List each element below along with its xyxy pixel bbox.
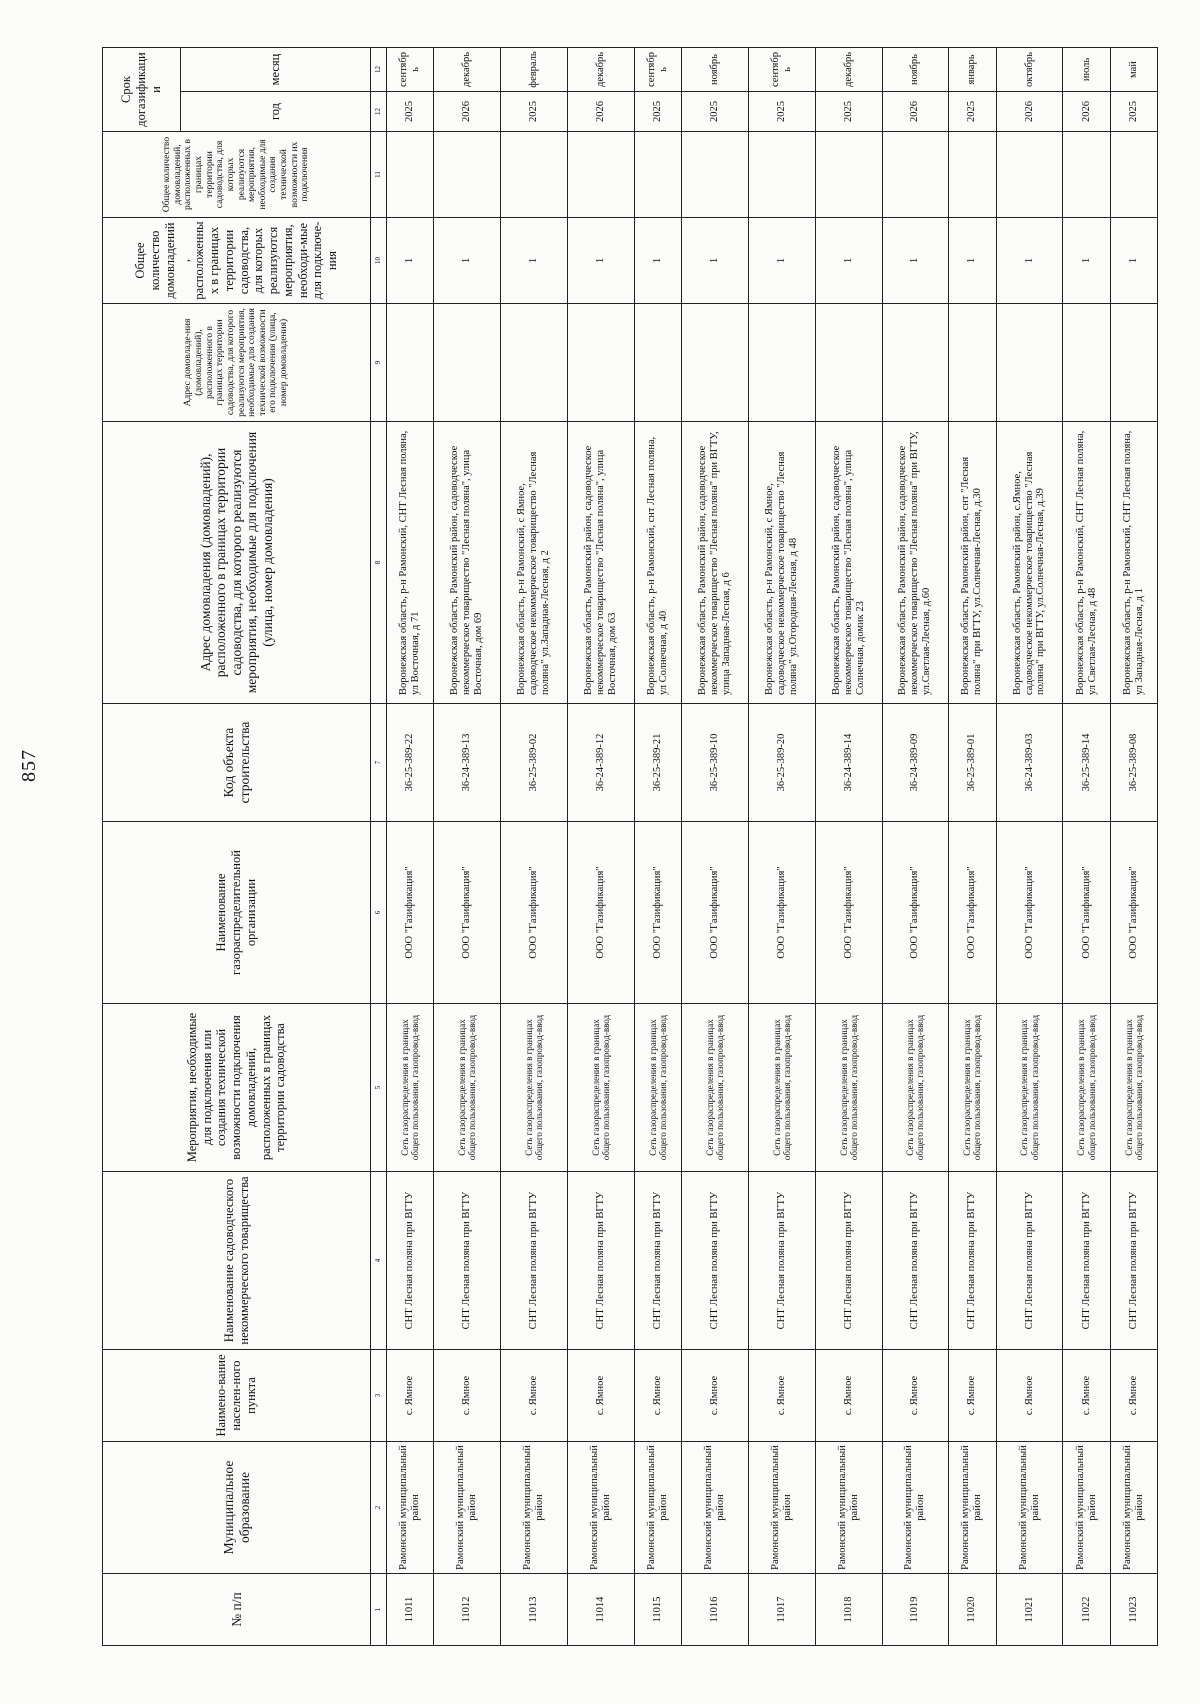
table-row [996,48,1063,1646]
address-cell: Воронежская область, Рамонский район, садоводческое некоммерческое товарищество "Лесная поляна", улица Восточная, дом 69 [434,422,501,704]
table-row [567,48,634,1646]
municipality-cell: Рамонский муниципальный район [882,1442,949,1574]
partnership-cell: СНТ Лесная поляна при ВГТУ [634,1172,681,1350]
header-municipality: Муниципальное образование [103,1442,371,1574]
total-connect-cell: 1 [682,218,749,304]
header-partnership: Наименование садоводческого некоммерческого товарищества [103,1172,371,1350]
month-cell: октябрь [996,48,1063,92]
column-number: 6 [371,822,387,1004]
measures-cell: Сеть газораспределения в границах общего пользования, газопровод-ввод [748,1004,815,1172]
address-tech-cell [815,304,882,422]
partnership-cell: СНТ Лесная поляна при ВГТУ [434,1172,501,1350]
address-tech-cell [748,304,815,422]
municipality-cell: Рамонский муниципальный район [815,1442,882,1574]
month-cell: май [1110,48,1157,92]
partnership-cell: СНТ Лесная поляна при ВГТУ [748,1172,815,1350]
table-row [634,48,681,1646]
header-settlement: Наимено-вание населен-ного пункта [103,1350,371,1442]
column-number: 4 [371,1172,387,1350]
object-code-cell: 36-25-389-22 [387,704,434,822]
column-number: 3 [371,1350,387,1442]
total-tech-cell [996,132,1063,218]
total-tech-cell [501,132,568,218]
column-number-row [371,48,387,1646]
year-cell: 2025 [501,92,568,132]
total-tech-cell [387,132,434,218]
total-tech-cell [815,132,882,218]
total-connect-cell: 1 [748,218,815,304]
object-code-cell: 36-25-389-14 [1063,704,1110,822]
total-tech-cell [567,132,634,218]
year-cell: 2026 [882,92,949,132]
month-cell: декабрь [567,48,634,92]
partnership-cell: СНТ Лесная поляна при ВГТУ [387,1172,434,1350]
measures-cell: Сеть газораспределения в границах общего пользования, газопровод-ввод [949,1004,996,1172]
municipality-cell: Рамонский муниципальный район [567,1442,634,1574]
total-connect-cell: 1 [387,218,434,304]
gdo-cell: ООО "Газификация" [996,822,1063,1004]
year-cell: 2025 [815,92,882,132]
gdo-cell: ООО "Газификация" [1110,822,1157,1004]
header-total-tech: Общее количество домовладений, расположенных в границах территории садоводства, для которых реализуются мероприятия, необходимые для создания технической возможности их подключения [103,132,371,218]
partnership-cell: СНТ Лесная поляна при ВГТУ [501,1172,568,1350]
settlement-cell: с. Ямное [387,1350,434,1442]
gdo-cell: ООО "Газификация" [949,822,996,1004]
gdo-cell: ООО "Газификация" [815,822,882,1004]
address-cell: Воронежская область, р-н Рамонский, СНТ Лесная поляна, ул Западная-Лесная, д 1 [1110,422,1157,704]
address-tech-cell [434,304,501,422]
month-cell: февраль [501,48,568,92]
total-connect-cell: 1 [567,218,634,304]
total-connect-cell: 1 [501,218,568,304]
total-connect-cell: 1 [882,218,949,304]
address-tech-cell [1063,304,1110,422]
month-cell: сентябрь [387,48,434,92]
header-year: год [181,92,371,132]
address-cell: Воронежская область, р-н Рамонский, с Ямное, садоводческое некоммерческое товарищество "Лесная поляна" ул.Огородная-Лесная, д 48 [748,422,815,704]
column-number: 7 [371,704,387,822]
table-row [501,48,568,1646]
total-tech-cell [634,132,681,218]
address-cell: Воронежская область, Рамонский район, садоводческое некоммерческое товарищество "Лесная поляна", улица Восточная, дом 63 [567,422,634,704]
table-row [434,48,501,1646]
column-number: 12 [371,48,387,92]
settlement-cell: с. Ямное [434,1350,501,1442]
row-number-cell: 11018 [815,1574,882,1646]
municipality-cell: Рамонский муниципальный район [748,1442,815,1574]
total-tech-cell [682,132,749,218]
row-number-cell: 11022 [1063,1574,1110,1646]
gdo-cell: ООО "Газификация" [434,822,501,1004]
year-cell: 2026 [567,92,634,132]
month-cell: декабрь [815,48,882,92]
year-cell: 2025 [682,92,749,132]
row-number-cell: 11016 [682,1574,749,1646]
year-cell: 2026 [1063,92,1110,132]
table-row [882,48,949,1646]
gdo-cell: ООО "Газификация" [748,822,815,1004]
municipality-cell: Рамонский муниципальный район [387,1442,434,1574]
year-cell: 2026 [434,92,501,132]
measures-cell: Сеть газораспределения в границах общего пользования, газопровод-ввод [634,1004,681,1172]
month-cell: январь [949,48,996,92]
object-code-cell: 36-24-389-09 [882,704,949,822]
partnership-cell: СНТ Лесная поляна при ВГТУ [1063,1172,1110,1350]
total-tech-cell [1110,132,1157,218]
address-tech-cell [882,304,949,422]
object-code-cell: 36-24-389-14 [815,704,882,822]
municipality-cell: Рамонский муниципальный район [682,1442,749,1574]
measures-cell: Сеть газораспределения в границах общего пользования, газопровод-ввод [682,1004,749,1172]
gasification-register-table [102,47,1158,1646]
row-number-cell: 11019 [882,1574,949,1646]
address-tech-cell [387,304,434,422]
total-connect-cell: 1 [1063,218,1110,304]
municipality-cell: Рамонский муниципальный район [1110,1442,1157,1574]
settlement-cell: с. Ямное [882,1350,949,1442]
object-code-cell: 36-25-389-21 [634,704,681,822]
municipality-cell: Рамонский муниципальный район [949,1442,996,1574]
address-cell: Воронежская область, Рамонский район, садоводческое некоммерческое товарищество "Лесная поляна" при ВГТУ, улица Западная-Лесная, д 6 [682,422,749,704]
municipality-cell: Рамонский муниципальный район [434,1442,501,1574]
table-header [103,48,387,1646]
header-address: Адрес домовладения (домовладений), расположенного в границах территории садоводства, для которого реализуются мероприятия, необходимые для подключения (улица, номер домовладения) [103,422,371,704]
municipality-cell: Рамонский муниципальный район [996,1442,1063,1574]
measures-cell: Сеть газораспределения в границах общего пользования, газопровод-ввод [1110,1004,1157,1172]
address-tech-cell [567,304,634,422]
partnership-cell: СНТ Лесная поляна при ВГТУ [996,1172,1063,1350]
partnership-cell: СНТ Лесная поляна при ВГТУ [949,1172,996,1350]
object-code-cell: 36-25-389-02 [501,704,568,822]
gdo-cell: ООО "Газификация" [501,822,568,1004]
address-tech-cell [682,304,749,422]
settlement-cell: с. Ямное [501,1350,568,1442]
header-object-code: Код объекта строительства [103,704,371,822]
settlement-cell: с. Ямное [1063,1350,1110,1442]
settlement-cell: с. Ямное [567,1350,634,1442]
total-connect-cell: 1 [1110,218,1157,304]
table-row [682,48,749,1646]
year-cell: 2026 [996,92,1063,132]
header-measures: Мероприятия, необходимые для подключения или создания технической возможности подключения домовладений, расположенных в границах территории садоводства [103,1004,371,1172]
year-cell: 2025 [949,92,996,132]
object-code-cell: 36-24-389-03 [996,704,1063,822]
row-number-cell: 11017 [748,1574,815,1646]
page-number: 857 [18,749,40,782]
table-row [1110,48,1157,1646]
measures-cell: Сеть газораспределения в границах общего пользования, газопровод-ввод [434,1004,501,1172]
total-tech-cell [748,132,815,218]
header-num: № п/п [103,1574,371,1646]
address-tech-cell [1110,304,1157,422]
object-code-cell: 36-24-389-12 [567,704,634,822]
partnership-cell: СНТ Лесная поляна при ВГТУ [682,1172,749,1350]
row-number-cell: 11020 [949,1574,996,1646]
year-cell: 2025 [634,92,681,132]
total-connect-cell: 1 [634,218,681,304]
address-tech-cell [949,304,996,422]
table-body [387,48,1158,1646]
header-month: месяц [181,48,371,92]
month-cell: ноябрь [882,48,949,92]
table-row [387,48,434,1646]
measures-cell: Сеть газораспределения в границах общего пользования, газопровод-ввод [815,1004,882,1172]
total-connect-cell: 1 [996,218,1063,304]
measures-cell: Сеть газораспределения в границах общего пользования, газопровод-ввод [1063,1004,1110,1172]
object-code-cell: 36-25-389-08 [1110,704,1157,822]
measures-cell: Сеть газораспределения в границах общего пользования, газопровод-ввод [996,1004,1063,1172]
municipality-cell: Рамонский муниципальный район [501,1442,568,1574]
gdo-cell: ООО "Газификация" [882,822,949,1004]
total-tech-cell [949,132,996,218]
address-tech-cell [501,304,568,422]
total-connect-cell: 1 [434,218,501,304]
month-cell: ноябрь [682,48,749,92]
year-cell: 2025 [1110,92,1157,132]
address-cell: Воронежская область, р-н Рамонский, снт Лесная поляна, ул Солнечная, д 40 [634,422,681,704]
column-number: 11 [371,132,387,218]
address-cell: Воронежская область, Рамонский район, снт "Лесная поляна" при ВГТУ, ул.Солнечная-Лесная, д.30 [949,422,996,704]
table-row [1063,48,1110,1646]
column-number: 2 [371,1442,387,1574]
settlement-cell: с. Ямное [748,1350,815,1442]
column-number: 10 [371,218,387,304]
address-cell: Воронежская область, Рамонский район, садоводческое некоммерческое товарищество "Лесная поляна", улица Солнечная, домик 23 [815,422,882,704]
row-number-cell: 11021 [996,1574,1063,1646]
object-code-cell: 36-24-389-13 [434,704,501,822]
settlement-cell: с. Ямное [949,1350,996,1442]
address-cell: Воронежская область, Рамонский район, с.Ямное, садоводческое некоммерческое товарищество "Лесная поляна" при ВГТУ, ул.Солнечная-Лесная, д.39 [996,422,1063,704]
partnership-cell: СНТ Лесная поляна при ВГТУ [882,1172,949,1350]
measures-cell: Сеть газораспределения в границах общего пользования, газопровод-ввод [387,1004,434,1172]
column-number: 9 [371,304,387,422]
column-number: 8 [371,422,387,704]
partnership-cell: СНТ Лесная поляна при ВГТУ [1110,1172,1157,1350]
header-address-tech: Адрес домовладе-ния (домовладений), расположенного в границах территории садоводства, для которого реализуются мероприятия, необходимые для создания технической возможности его подключения (улица, номер домовладения) [103,304,371,422]
row-number-cell: 11013 [501,1574,568,1646]
row-number-cell: 11012 [434,1574,501,1646]
month-cell: декабрь [434,48,501,92]
column-number: 5 [371,1004,387,1172]
municipality-cell: Рамонский муниципальный район [634,1442,681,1574]
total-connect-cell: 1 [949,218,996,304]
year-cell: 2025 [748,92,815,132]
month-cell: июль [1063,48,1110,92]
settlement-cell: с. Ямное [996,1350,1063,1442]
row-number-cell: 11011 [387,1574,434,1646]
table-row [815,48,882,1646]
address-cell: Воронежская область, р-н Рамонский, СНТ Лесная поляна, ул Светлая-Лесная, д 48 [1063,422,1110,704]
measures-cell: Сеть газораспределения в границах общего пользования, газопровод-ввод [567,1004,634,1172]
total-tech-cell [434,132,501,218]
settlement-cell: с. Ямное [815,1350,882,1442]
gdo-cell: ООО "Газификация" [567,822,634,1004]
partnership-cell: СНТ Лесная поляна при ВГТУ [815,1172,882,1350]
gdo-cell: ООО "Газификация" [1063,822,1110,1004]
object-code-cell: 36-25-389-01 [949,704,996,822]
table-row [748,48,815,1646]
address-tech-cell [634,304,681,422]
address-cell: Воронежская область, р-н Рамонский, с Ямное, садоводческое некоммерческое товарищество "Лесная поляна" ул.Западная-Лесная, д 2 [501,422,568,704]
gdo-cell: ООО "Газификация" [682,822,749,1004]
address-cell: Воронежская область, р-н Рамонский, СНТ Лесная поляна, ул Восточная, д 71 [387,422,434,704]
measures-cell: Сеть газораспределения в границах общего пользования, газопровод-ввод [501,1004,568,1172]
gdo-cell: ООО "Газификация" [634,822,681,1004]
total-connect-cell: 1 [815,218,882,304]
row-number-cell: 11015 [634,1574,681,1646]
object-code-cell: 36-25-389-20 [748,704,815,822]
settlement-cell: с. Ямное [682,1350,749,1442]
address-cell: Воронежская область, Рамонский район, садоводческое некоммерческое товарищество "Лесная поляна" при ВГТУ, ул.Светлая-Лесная, д.60 [882,422,949,704]
address-tech-cell [996,304,1063,422]
month-cell: сентябрь [634,48,681,92]
header-total-connect: Общее количество домовладений, расположенных в границах территории садоводства, для которых реализуются мероприятия, необходи-мые для подключе-ния [103,218,371,304]
header-gdo: Наименование газораспределительной организации [103,822,371,1004]
gdo-cell: ООО "Газификация" [387,822,434,1004]
settlement-cell: с. Ямное [634,1350,681,1442]
header-deadline: Срок догазификации [103,48,181,132]
object-code-cell: 36-25-389-10 [682,704,749,822]
row-number-cell: 11014 [567,1574,634,1646]
column-number: 1 [371,1574,387,1646]
municipality-cell: Рамонский муниципальный район [1063,1442,1110,1574]
total-tech-cell [882,132,949,218]
year-cell: 2025 [387,92,434,132]
partnership-cell: СНТ Лесная поляна при ВГТУ [567,1172,634,1350]
settlement-cell: с. Ямное [1110,1350,1157,1442]
row-number-cell: 11023 [1110,1574,1157,1646]
total-tech-cell [1063,132,1110,218]
table-row [949,48,996,1646]
measures-cell: Сеть газораспределения в границах общего пользования, газопровод-ввод [882,1004,949,1172]
column-number: 12 [371,92,387,132]
month-cell: сентябрь [748,48,815,92]
